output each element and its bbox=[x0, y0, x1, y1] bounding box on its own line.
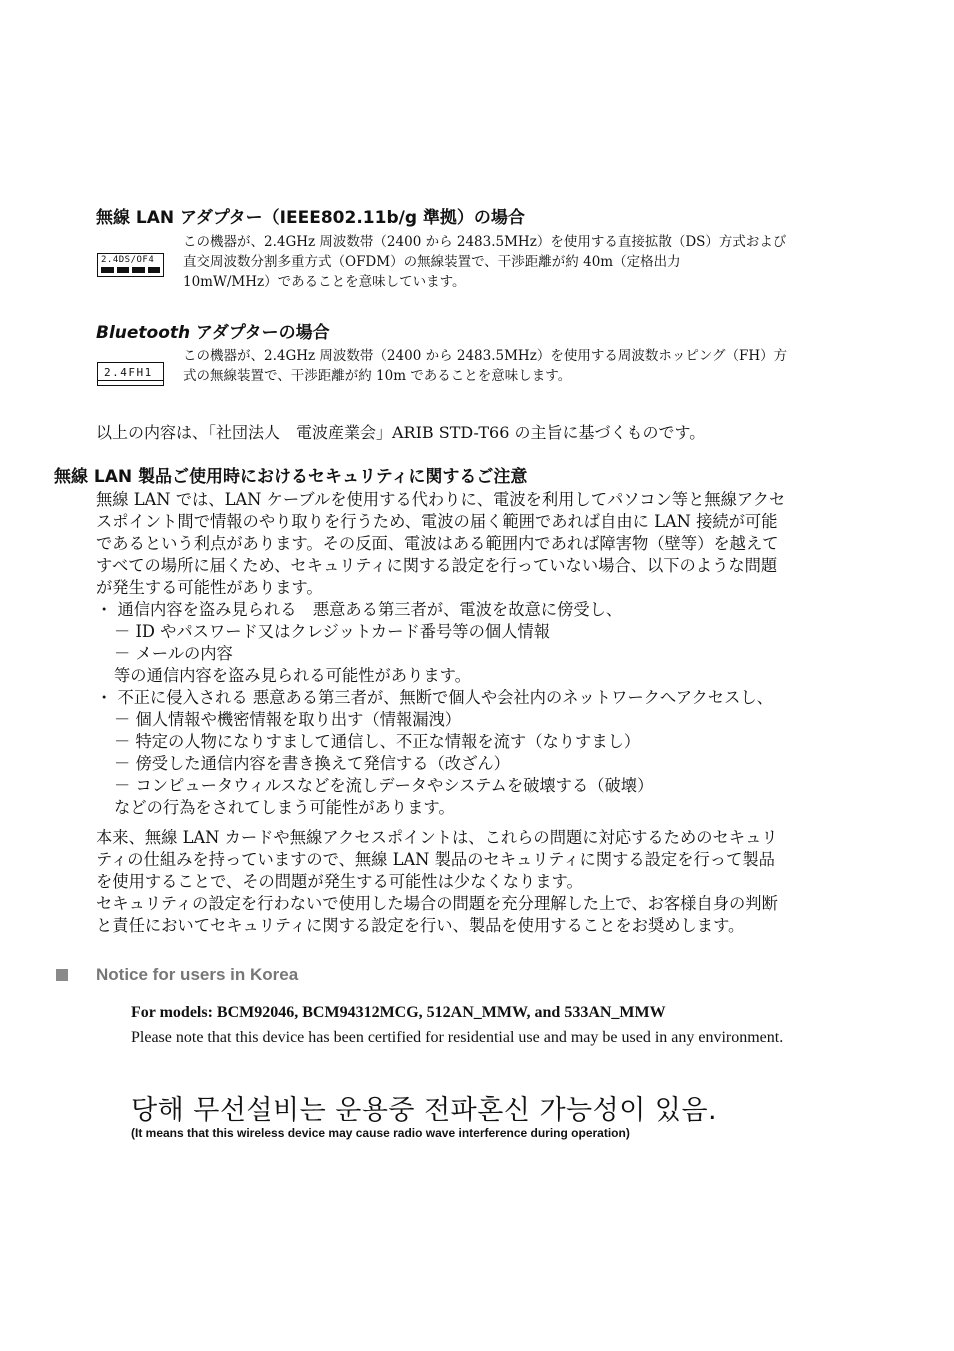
bt-section-text bbox=[183, 346, 863, 386]
korea-note: Please note that this device has been certified for residential use and may be used in any environment. bbox=[131, 1029, 784, 1046]
korea-heading: Notice for users in Korea bbox=[96, 965, 299, 984]
bullet-intrusion: ・ 不正に侵入される 悪意ある第三者が、無断で個人や会社内のネットワークへアクセスし、 bbox=[96, 688, 773, 707]
bt-label-text: 2.4FH1 bbox=[104, 366, 153, 379]
bt-section-title bbox=[96, 318, 330, 343]
wlan-line: 直交周波数分割多重方式（OFDM）の無線装置で、干渉距離が約 40m（定格出力 bbox=[183, 254, 681, 270]
bt-line: 式の無線装置で、干渉距離が約 10m であることを意味します。 bbox=[183, 368, 572, 384]
intro-line: であるという利点があります。その反面、電波はある範囲内であれば障害物（壁等）を越えて bbox=[96, 534, 779, 553]
wlan-line: 10mW/MHz）であることを意味しています。 bbox=[183, 274, 466, 290]
intro-line: が発生する可能性があります。 bbox=[96, 578, 323, 597]
outro-line: 本来、無線 LAN カードや無線アクセスポイントは、これらの問題に対応するためのセキュリ bbox=[96, 828, 778, 847]
bt-label-rule bbox=[98, 380, 163, 381]
bt-frequency-label bbox=[97, 362, 164, 386]
bt-line: この機器が、2.4GHz 周波数帯（2400 から 2483.5MHz）を使用する周波数ホッピング（FH）方 bbox=[183, 348, 788, 364]
bullet-intrusion-item: － コンピュータウィルスなどを流しデータやシステムを破壊する（破壊） bbox=[114, 776, 654, 795]
wlan-line: この機器が、2.4GHz 周波数帯（2400 から 2483.5MHz）を使用する直接拡散（DS）方式および bbox=[183, 234, 787, 250]
outro-line: と責任においてセキュリティに関する設定を行い、製品を使用することをお奨めします。 bbox=[96, 916, 745, 935]
korea-models: For models: BCM92046, BCM94312MCG, 512AN_MMW, and 533AN_MMW bbox=[131, 1004, 666, 1021]
wlan-label-bars bbox=[101, 267, 160, 273]
wlan-frequency-label bbox=[97, 253, 164, 277]
bullet-eavesdrop-item: － メールの内容 bbox=[114, 644, 233, 663]
outro-line: を使用することで、その問題が発生する可能性は少なくなります。 bbox=[96, 872, 583, 891]
bullet-intrusion-item: － 特定の人物になりすまして通信し、不正な情報を流す（なりすまし） bbox=[114, 732, 641, 751]
bullet-eavesdrop-item: － ID やパスワード又はクレジットカード番号等の個人情報 bbox=[114, 622, 550, 641]
korean-warning-meaning: (It means that this wireless device may cause radio wave interference during operation) bbox=[131, 1126, 630, 1140]
intro-line: スポイント間で情報のやり取りを行うため、電波の届く範囲であれば自由に LAN 接続が可能 bbox=[96, 512, 778, 531]
outro-line: ティの仕組みを持っていますので、無線 LAN 製品のセキュリティに関する設定を行って製品 bbox=[96, 850, 775, 869]
wlan-label-text: 2.4DS/OF4 bbox=[101, 255, 155, 265]
korean-warning: 당해 무선설비는 운용중 전파혼신 가능성이 있음. bbox=[131, 1095, 718, 1126]
intro-line: 無線 LAN では、LAN ケーブルを使用する代わりに、電波を利用してパソコン等と無線アクセ bbox=[96, 490, 786, 509]
bullet-eavesdrop-tail: 等の通信内容を盗み見られる可能性があります。 bbox=[114, 666, 471, 685]
outro-line: セキュリティの設定を行わないで使用した場合の問題を充分理解した上で、お客様自身の判断 bbox=[96, 894, 778, 913]
wlan-section-title: 無線 LAN アダプター（IEEE802.11b/g 準拠）の場合 bbox=[96, 208, 525, 228]
bullet-eavesdrop: ・ 通信内容を盗み見られる 悪意ある第三者が、電波を故意に傍受し、 bbox=[96, 600, 623, 619]
bt-title-italic: Bluetooth bbox=[96, 323, 191, 343]
bullet-intrusion-tail: などの行為をされてしまう可能性があります。 bbox=[114, 798, 455, 817]
security-title: 無線 LAN 製品ご使用時におけるセキュリティに関するご注意 bbox=[54, 467, 528, 487]
arib-note: 以上の内容は、「社団法人 電波産業会」ARIB STD-T66 の主旨に基づくものです。 bbox=[96, 423, 706, 442]
bt-title-rest: アダプターの場合 bbox=[190, 323, 330, 343]
wlan-section-text bbox=[183, 232, 863, 292]
bullet-intrusion-item: － 傍受した通信内容を書き換えて発信する（改ざん） bbox=[114, 754, 510, 773]
square-bullet-icon bbox=[56, 969, 68, 981]
intro-line: すべての場所に届くため、セキュリティに関する設定を行っていない場合、以下のような問題 bbox=[96, 556, 778, 575]
security-body bbox=[96, 489, 860, 937]
bullet-intrusion-item: － 個人情報や機密情報を取り出す（情報漏洩） bbox=[114, 710, 462, 729]
